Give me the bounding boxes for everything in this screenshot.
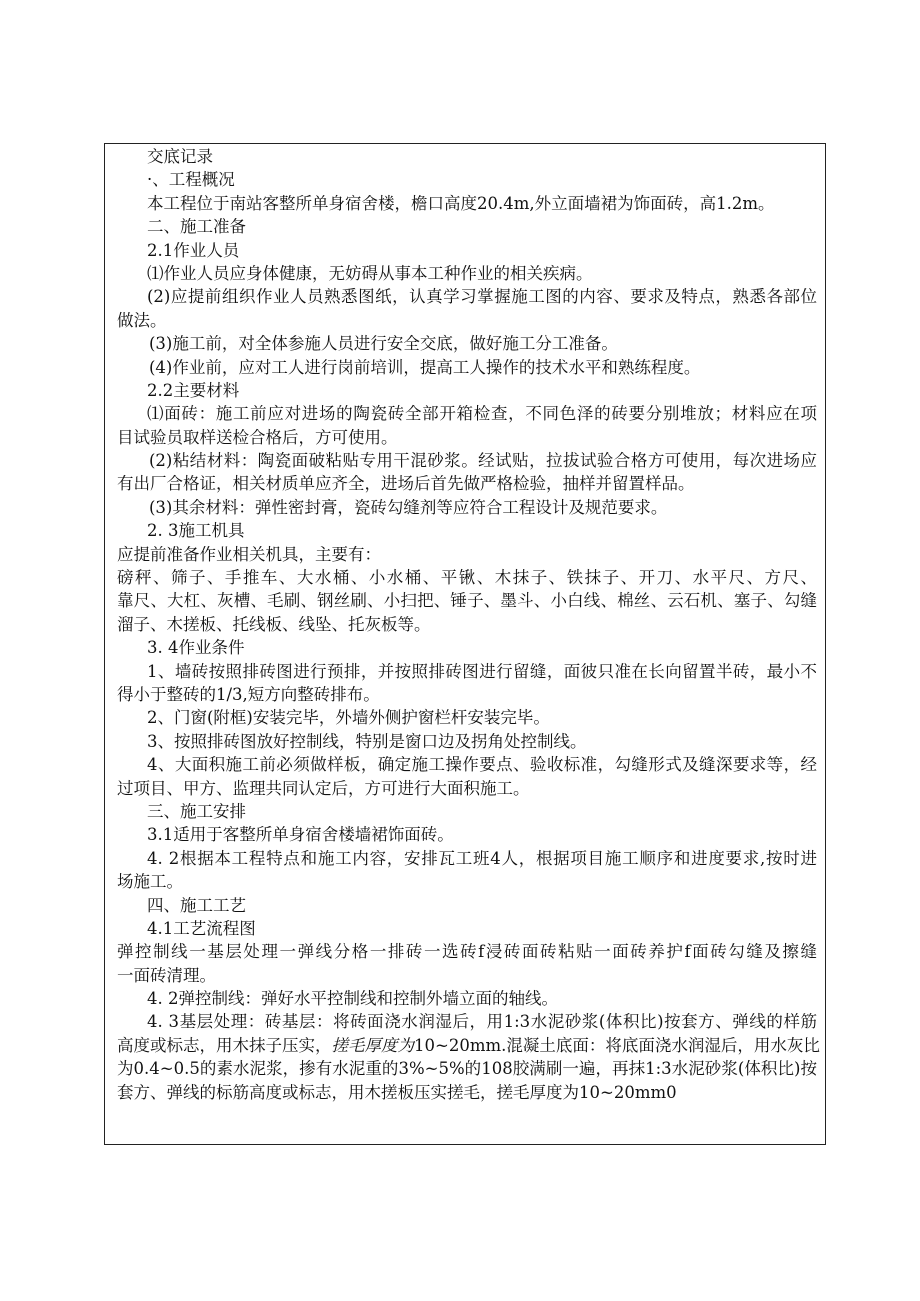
text-line: (4)作业前，应对工人进行岗前培训，提高工人操作的技术水平和熟练程度。	[149, 357, 701, 377]
text-line: 为0.4~0.5的素水泥浆，掺有水泥重的3%~5%的108胶满刷一遍，再抹1:3水泥砂浆(体积比)按	[117, 1059, 817, 1079]
text-line: 2.1作业人员	[147, 240, 240, 260]
text-line: 过项目、甲方、监理共同认定后，方可进行大面积施工。	[117, 778, 530, 798]
text-line: 溜子、木搓板、托线板、线坠、托灰板等。	[117, 614, 431, 634]
text-line: 4、大面积施工前必须做样板，确定施工操作要点、验收标准，勾缝形式及缝深要求等，经	[147, 755, 817, 775]
text-line: 靠尺、大杠、灰槽、毛刷、钢丝刷、小扫把、锤子、墨斗、小白线、棉丝、云石机、塞子、勾缝	[117, 591, 817, 611]
text-line: 目试验员取样送检合格后，方可使用。	[117, 427, 398, 447]
text-line: 2、门窗(附框)安装完毕，外墙外侧护窗栏杆安装完毕。	[147, 708, 550, 728]
text-line: ⑴作业人员应身体健康，无妨碍从事本工种作业的相关疾病。	[147, 263, 593, 283]
text-line: 4.1工艺流程图	[147, 918, 256, 938]
record-content	[117, 145, 820, 1104]
text-line: 弹控制线一基层处理一弹线分格一排砖一选砖f浸砖面砖粘贴一面砖养护f面砖勾缝及擦缝	[117, 942, 817, 962]
italic-fragment: 搓毛厚度为	[331, 1035, 414, 1055]
text-line: 交底记录	[147, 147, 213, 166]
text-line: 套方、弹线的标筋高度或标志，用木搓板压实搓毛，搓毛厚度为10~20mm0	[117, 1082, 677, 1102]
text-line: 高度或标志，用木抹子压实，搓毛厚度为10~20mm.混凝土底面：将底面浇水润湿后，用水灰比	[117, 1035, 820, 1055]
text-line: (3)其余材料：弹性密封膏，瓷砖勾缝剂等应符合工程设计及规范要求。	[149, 497, 668, 517]
text-line: (2)应提前组织作业人员熟悉图纸，认真学习掌握施工图的内容、要求及特点，熟悉各部位	[147, 287, 817, 307]
text-line: 4. 3基层处理：砖基层：将砖面浇水润湿后，用1:3水泥砂浆(体积比)按套方、弹线的样筋	[147, 1012, 817, 1032]
text-line: (2)粘结材料：陶瓷面破粘贴专用干混砂浆。经试贴，拉拔试验合格方可使用，每次进场应	[149, 451, 817, 471]
text-line: (3)施工前，对全体参施人员进行安全交底，做好施工分工准备。	[149, 334, 618, 354]
text-line: 四、施工工艺	[147, 895, 246, 915]
text-line: 3. 4作业条件	[147, 638, 245, 658]
text-line: 2.2主要材料	[147, 380, 240, 400]
text-line: 4. 2弹控制线：弹好水平控制线和控制外墙立面的轴线。	[147, 989, 558, 1009]
text-line: 做法。	[117, 310, 167, 330]
text-line: 二、施工准备	[147, 217, 246, 237]
text-line: 场施工。	[117, 872, 183, 892]
text-line: 3.1适用于客整所单身宿舍楼墙裙饰面砖。	[147, 825, 454, 845]
text-line: ⑴面砖：施工前应对进场的陶瓷砖全部开箱检查，不同色泽的砖要分别堆放；材料应在项	[147, 404, 817, 424]
text-line: 一面砖清理。	[117, 965, 216, 985]
text-line: ·、工程概况	[147, 170, 235, 190]
text-line: 3、按照排砖图放好控制线，特别是窗口边及拐角处控制线。	[147, 731, 587, 751]
text-line: 有出厂合格证，相关材质单应齐全，进场后首先做严格检验，抽样并留置样品。	[117, 474, 695, 494]
text-line: 4. 2根据本工程特点和施工内容，安排瓦工班4人，根据项目施工顺序和进度要求,按时进	[147, 848, 817, 868]
text-line: 磅秤、筛子、手推车、大水桶、小水桶、平锹、木抹子、铁抹子、开刀、水平尺、方尺、	[117, 568, 817, 588]
text-line: 应提前准备作业相关机具，主要有：	[117, 544, 381, 564]
text-line: 得小于整砖的1/3,短方向整砖排布。	[117, 684, 380, 704]
text-line: 本工程位于南站客整所单身宿舍楼，檐口高度20.4m,外立面墙裙为饰面砖，高1.2m。	[147, 193, 775, 213]
text-line: 2. 3施工机具	[147, 521, 245, 541]
text-line: 1、墙砖按照排砖图进行预排，并按照排砖图进行留缝，面彼只准在长向留置半砖，最小不	[147, 661, 817, 681]
text-line: 三、施工安排	[147, 801, 246, 821]
